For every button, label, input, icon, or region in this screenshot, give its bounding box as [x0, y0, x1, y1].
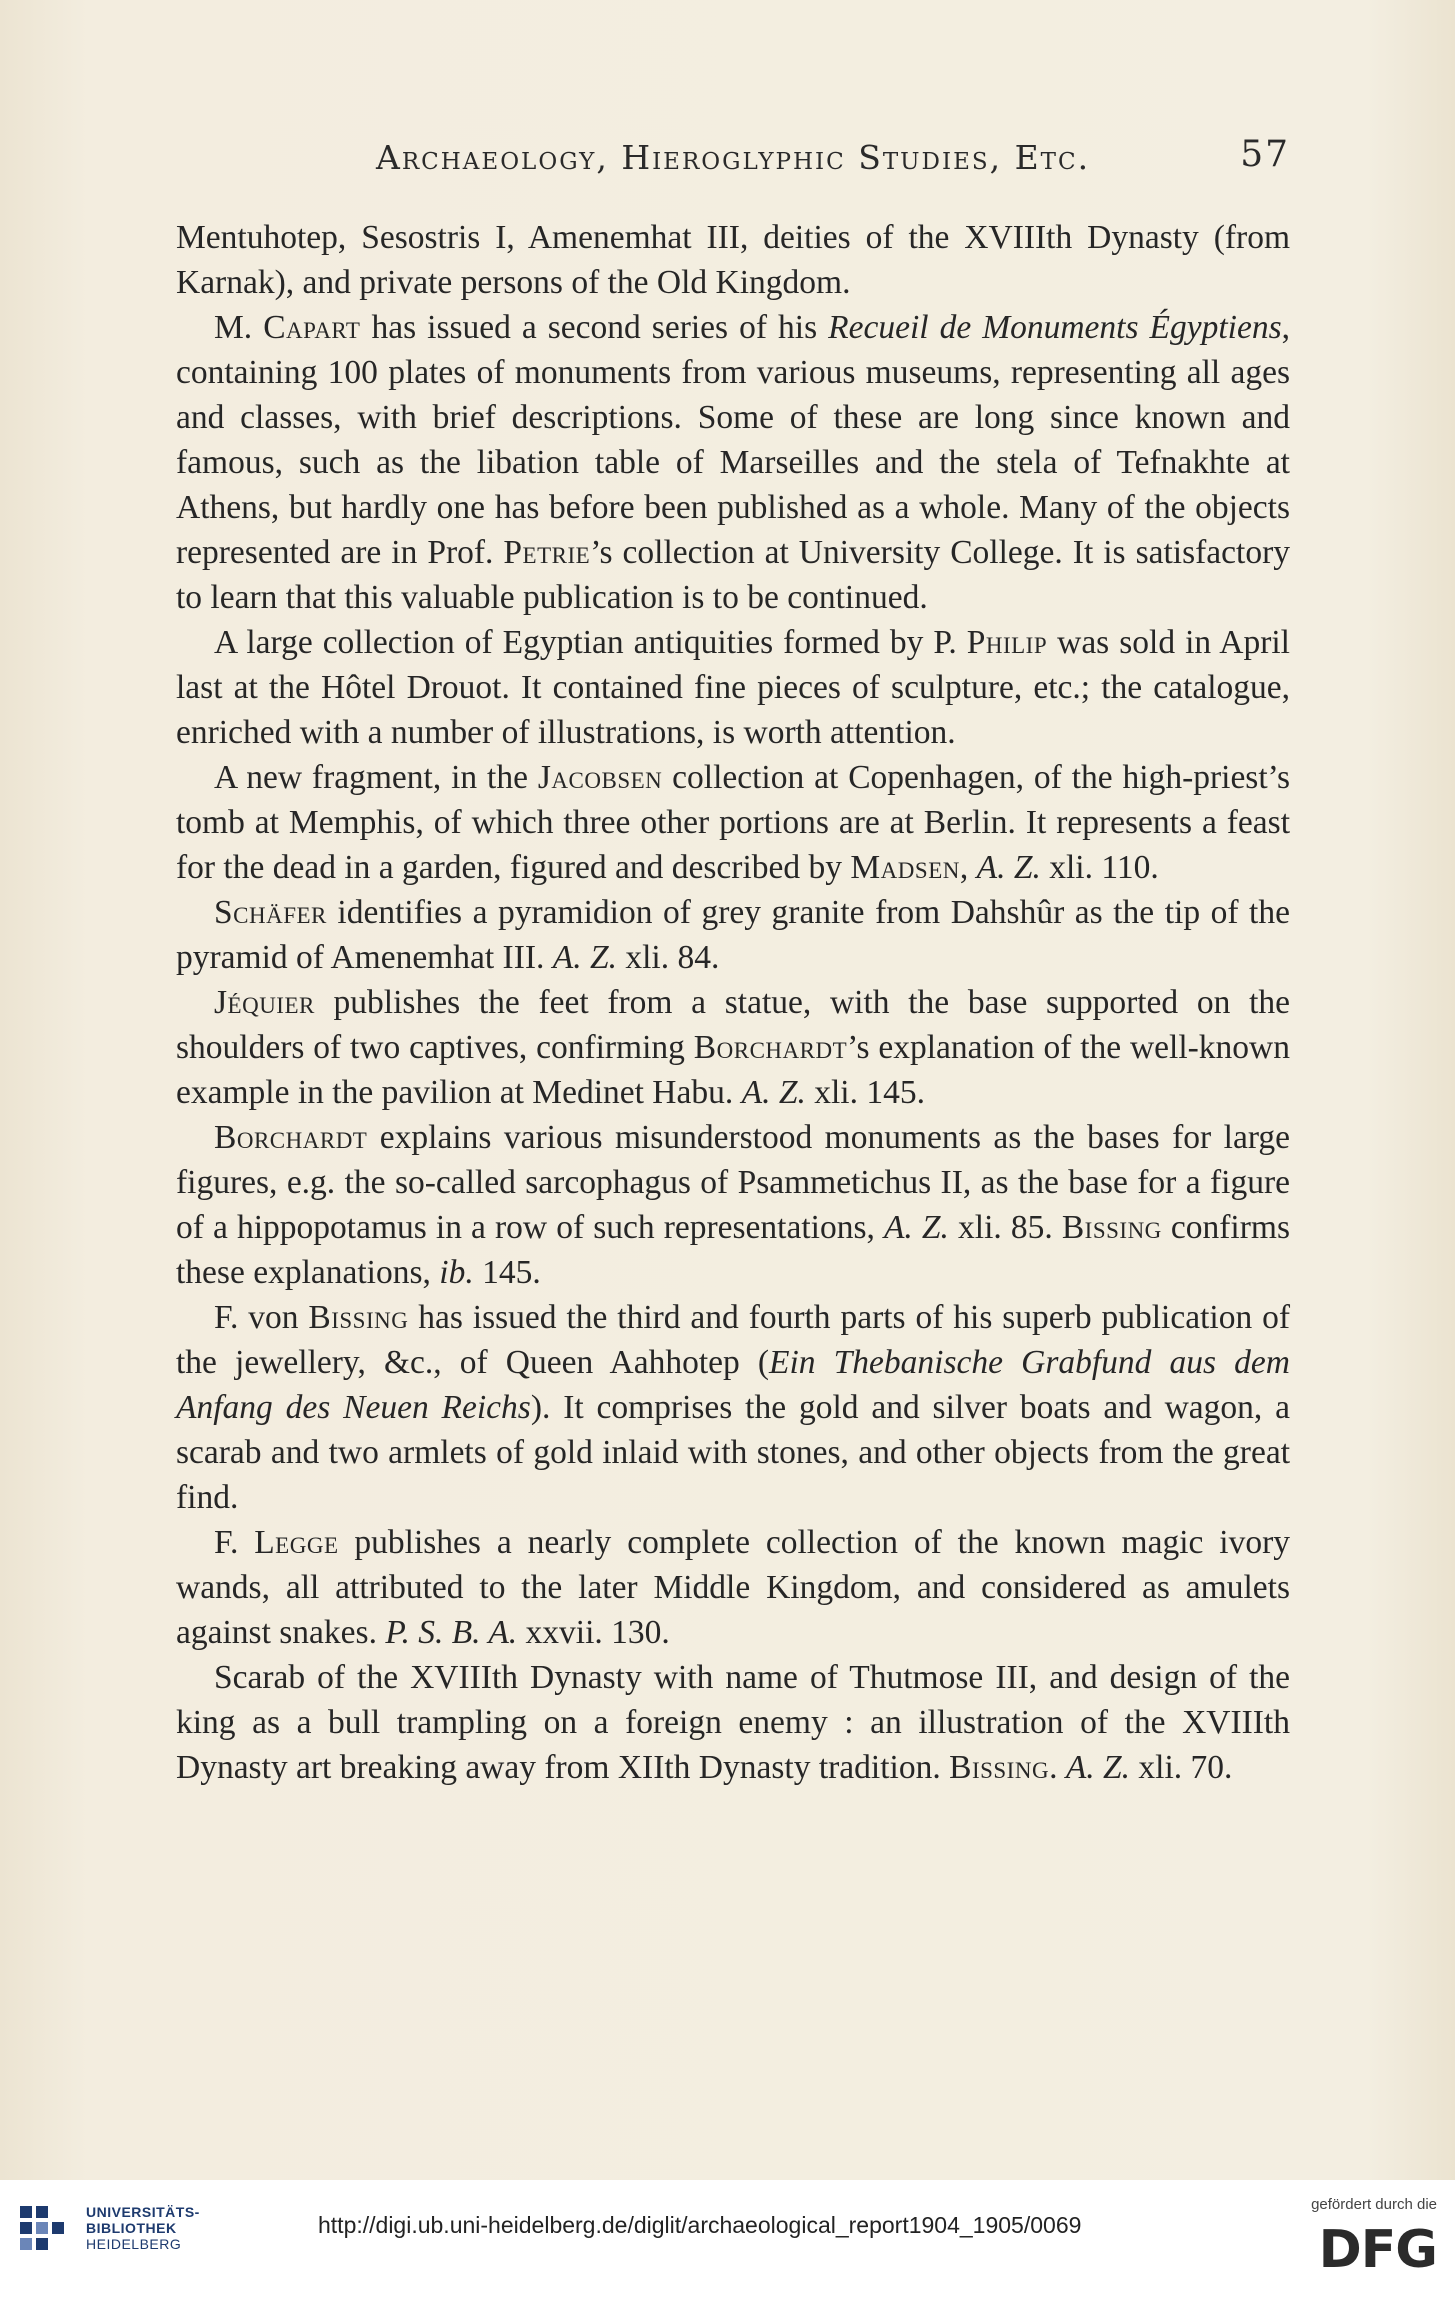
footer-bar — [0, 2180, 1455, 2300]
citation-italic: ib. — [439, 1254, 474, 1291]
text-run: F. — [214, 1524, 255, 1561]
paragraph — [176, 1295, 1290, 1520]
text-run: Scarab of the XVIIIth Dynasty with name of Thutmose III, and design of the king as a bull trampling on a foreign enemy : an illustration of the XVIIIth Dynasty art breaking away from XIIth Dynasty tradition. — [176, 1659, 1290, 1786]
author-name: Jéquier — [214, 984, 315, 1021]
text-run: xxvii. 130. — [517, 1614, 670, 1651]
library-name-line-3: HEIDELBERG — [86, 2236, 182, 2252]
text-run: F. von — [214, 1299, 309, 1336]
text-run: ). It comprises the gold and silver boats and wagon, a scarab and two armlets of gold inlaid with stones, and other objects from the great find. — [176, 1389, 1290, 1516]
text-run: has issued the third and fourth parts of his superb publication of the jewellery, &c., of Queen Aahhotep ( — [176, 1299, 1290, 1381]
university-library-logo-icon — [18, 2202, 76, 2260]
paragraph — [176, 215, 1290, 305]
library-name-line-2: BIBLIOTHEK — [86, 2220, 177, 2236]
text-run: collection at Copenhagen, of the high-priest’s tomb at Memphis, of which three other portions are at Berlin. It represents a feast for the dead in a garden, figured and described by — [176, 759, 1290, 886]
author-name: Bissing — [1061, 1209, 1162, 1246]
paragraph — [176, 1115, 1290, 1295]
author-name: Madsen — [850, 849, 960, 886]
text-run: identifies a pyramidion of grey granite from Dahshûr as the tip of the pyramid of Amenemhat III. — [176, 894, 1290, 976]
text-run: ’s explanation of the well-known example in the pavilion at Medinet Habu. — [176, 1029, 1290, 1111]
text-run: explains various misunderstood monuments as the bases for large figures, e.g. the so-called sarcophagus of Psammetichus II, as the base for a figure of a hippopotamus in a row of such representations, — [176, 1119, 1290, 1246]
paragraph — [176, 620, 1290, 755]
text-run: 145. — [473, 1254, 541, 1291]
text-run: Mentuhotep, Sesostris I, Amenemhat III, deities of the XVIIIth Dynasty (from Karnak), and private persons of the Old Kingdom. — [176, 219, 1290, 301]
source-url-link[interactable]: http://digi.ub.uni-heidelberg.de/diglit/archaeological_report1904_1905/0069 — [318, 2212, 1082, 2238]
text-run: xli. 84. — [617, 939, 720, 976]
citation-italic: Recueil de Monuments Égyptiens — [828, 309, 1282, 346]
author-name: Capart — [263, 309, 361, 346]
author-name: Borchardt — [693, 1029, 848, 1066]
text-run: , containing 100 plates of monuments from various museums, representing all ages and classes, with brief descriptions. Some of these are long since known and famous, such as the libation table of Marseilles and the stela of Tefnakhte at Athens, but hardly one has before been published as a whole. Many of the objects represented are in Prof. — [176, 309, 1291, 571]
text-run: was sold in April last at the Hôtel Drouot. It contained fine pieces of sculpture, etc.; the catalogue, enriched with a number of illustrations, is worth attention. — [176, 624, 1290, 751]
text-run: xli. 145. — [805, 1074, 925, 1111]
running-title: Archaeology, Hieroglyphic Studies, Etc. — [376, 138, 1091, 177]
author-name: Schäfer — [214, 894, 327, 931]
author-name: Legge — [254, 1524, 339, 1561]
text-run: . — [1049, 1749, 1066, 1786]
citation-italic: A. Z. — [1065, 1749, 1131, 1786]
author-name: Bissing — [308, 1299, 409, 1336]
paragraph — [176, 890, 1290, 980]
author-name: Bissing — [949, 1749, 1050, 1786]
library-name-line-1: UNIVERSITÄTS- — [86, 2204, 200, 2220]
text-run: A large collection of Egyptian antiquities formed by P. — [214, 624, 967, 661]
text-run: xli. 110. — [1040, 849, 1159, 886]
dfg-logo: DFG — [1318, 2220, 1437, 2280]
text-run: publishes the feet from a statue, with the base supported on the shoulders of two captives, confirming — [176, 984, 1290, 1066]
page-number: 57 — [1240, 134, 1290, 175]
text-run: xli. 85. — [948, 1209, 1062, 1246]
author-name: Petrie — [503, 534, 591, 571]
text-run: publishes a nearly complete collection of the known magic ivory wands, all attributed to the later Middle Kingdom, and considered as amulets against snakes. — [176, 1524, 1290, 1651]
paragraph — [176, 1520, 1290, 1655]
body-text — [176, 215, 1290, 1790]
author-name: Borchardt — [214, 1119, 368, 1156]
text-run: A new fragment, in the — [214, 759, 538, 796]
citation-italic: Ein Thebanische Grabfund aus dem Anfang des Neuen Reichs — [176, 1344, 1290, 1426]
funding-note: gefördert durch die — [1311, 2196, 1437, 2213]
text-run: ’s collection at University College. It is satisfactory to learn that this valuable publication is to be continued. — [176, 534, 1291, 616]
citation-italic: A. Z. — [552, 939, 617, 976]
paragraph — [176, 980, 1290, 1115]
text-run: xli. 70. — [1130, 1749, 1233, 1786]
author-name: Philip — [966, 624, 1048, 661]
citation-italic: P. S. B. A. — [385, 1614, 518, 1651]
author-name: Jacobsen — [537, 759, 663, 796]
text-run: , — [959, 849, 977, 886]
citation-italic: A. Z. — [883, 1209, 949, 1246]
paragraph — [176, 1655, 1290, 1790]
text-run: confirms these explanations, — [176, 1209, 1290, 1291]
citation-italic: A. Z. — [741, 1074, 806, 1111]
library-name — [86, 2204, 200, 2252]
text-run: M. — [214, 309, 264, 346]
paragraph — [176, 755, 1290, 890]
text-run: has issued a second series of his — [360, 309, 829, 346]
paragraph — [176, 305, 1290, 620]
citation-italic: A. Z. — [976, 849, 1041, 886]
